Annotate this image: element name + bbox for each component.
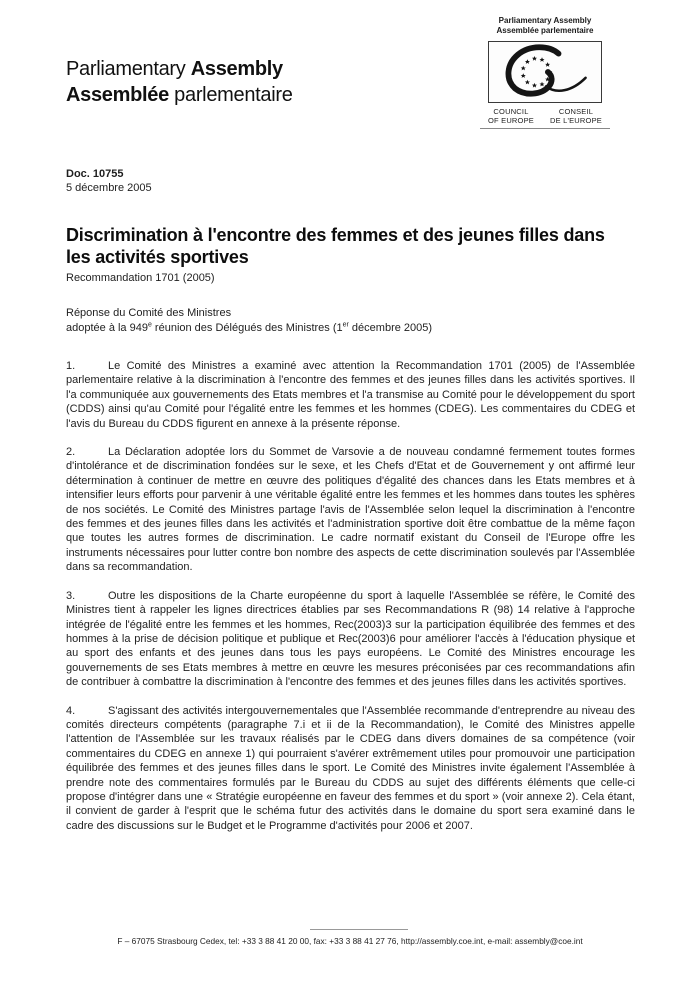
paragraph-text: Outre les dispositions de la Charte européenne du sport à laquelle l'Assemblée se réfère, le Comité des Ministres tient à rappeler les lignes directrices établies par ses Recommandations R (98) 14 relative à l'approche intégrée de l'égalité entre les femmes et les hommes, Rec(2003)3 sur la participation équilibrée des femmes et des hommes à la prise de décision politique et publique et Rec(2003)6 pour améliorer l'accès à l'éducation physique et au sport des enfants et des jeunes dans tous les pays européens. Le Comité des Ministres encourage les gouvernements de ses Etats membres à mettre en œuvre les mesures préconisées par ces recommandations afin de contribuer à combattre la discrimination à l'encontre des femmes et des jeunes filles dans les activités sportives. bbox=[66, 589, 635, 689]
paragraph-text: S'agissant des activités intergouvernementales que l'Assemblée recommande d'entreprendre au niveau des comités directeurs compétents (paragraphe 7.i et ii de la Recommandation), le Comité des Ministres appelle l'attention de l'Assemblée sur les travaux réalisés par le CDEG dans divers domaines de sa compétence (voir commentaires du CDEG en annexe 1) qui pourraient s'avérer extrêmement utiles pour promouvoir une participation équilibrée des femmes et des jeunes filles dans le sport. Le Comité des Ministres invite également l'Assemblée à prendre note des commentaires formulés par le Bureau du CDDS au sujet des différents éléments que celle-ci propose d'intégrer dans une « Stratégie européenne en faveur des femmes et du sport » (voir annexe 2). Cela étant, il convient de garder à l'esprit que le schéma futur des activités dans le domaine du sport sera examiné dans le cadre des discussions sur le Budget et le Programme d'activités pour 2006 et 2007. bbox=[66, 704, 635, 832]
paragraph-3 bbox=[66, 589, 635, 690]
page-title: Discrimination à l'encontre des femmes et des jeunes filles dans les activités sportives bbox=[66, 225, 605, 267]
council-label-en: COUNCIL OF EUROPE bbox=[488, 107, 534, 125]
paragraph-1 bbox=[66, 359, 635, 431]
masthead-fr-regular: parlementaire bbox=[168, 84, 293, 106]
coe-logo-block bbox=[478, 16, 612, 129]
council-label-fr: CONSEIL DE L'EUROPE bbox=[550, 107, 602, 125]
masthead bbox=[66, 56, 293, 108]
logo-caption-line-en: Parliamentary Assembly bbox=[498, 16, 592, 25]
doc-info bbox=[66, 167, 152, 195]
council-of-europe-label bbox=[478, 107, 612, 125]
paragraph-number: 2. bbox=[66, 446, 76, 459]
masthead-en-bold: Assembly bbox=[190, 58, 283, 80]
paragraph-text: Le Comité des Ministres a examiné avec attention la Recommandation 1701 (2005) de l'Assemblée parlementaire relative à la discrimination à l'encontre des femmes et des jeunes filles dans les activités sportives. Il l'a communiquée aux gouvernements des Etats membres et l'a transmise au Comité pour le développement du sport (CDDS) ainsi qu'au Comité pour l'égalité entre les femmes et les hommes (CDEG). Les commentaires du CDEG et l'avis du Bureau du CDDS figurent en annexe à la présente réponse. bbox=[66, 360, 635, 430]
response-adoption-line: adoptée à la 949e réunion des Délégués des Ministres (1er décembre 2005) bbox=[66, 320, 433, 334]
response-line1: Réponse du Comité des Ministres bbox=[66, 307, 232, 319]
paragraph-number: 4. bbox=[66, 704, 76, 717]
masthead-line-fr bbox=[66, 82, 293, 108]
superscript: er bbox=[342, 320, 349, 328]
paragraph-2 bbox=[66, 445, 635, 575]
coe-logo-box bbox=[488, 41, 602, 103]
footer-separator bbox=[310, 929, 408, 930]
paragraph-number: 1. bbox=[66, 360, 76, 372]
paragraph-text: La Déclaration adoptée lors du Sommet de Varsovie a de nouveau condamné fermement toutes formes d'intolérance et de discrimination fondées sur le sexe, et les Chefs d'Etat et de Gouvernement y ont affirmé leur détermination à continuer de mettre en œuvre des politiques d'égalité des chances dans les Etats membres et à intensifier leurs efforts pour parvenir à une véritable égalité entre les femmes et les hommes dans toutes les sphères de nos sociétés. Le Comité des Ministres partage l'avis de l'Assemblée selon lequel la discrimination à l'encontre des femmes et des jeunes filles dans les activités et l'administration sportive doit être combattue de la même façon que toutes les autres formes de discrimination. Le cadre normatif existant du Conseil de l'Europe offre les instruments nécessaires pour lutter contre bon nombre des aspects de cette discrimination soulevés par l'Assemblée dans sa recommandation. bbox=[66, 446, 635, 574]
council-of-europe-e-stars-icon bbox=[490, 43, 600, 101]
footer-contact-line: F – 67075 Strasbourg Cedex, tel: +33 3 88 41 20 00, fax: +33 3 88 41 27 76, http://assembly.coe.int, e-mail: assembly@coe.int bbox=[117, 936, 583, 946]
masthead-line-en bbox=[66, 56, 293, 82]
masthead-en-regular: Parliamentary bbox=[66, 58, 191, 80]
masthead-fr-bold: Assemblée bbox=[66, 84, 169, 106]
doc-date: 5 décembre 2005 bbox=[66, 182, 152, 194]
logo-divider bbox=[480, 128, 610, 129]
page-subtitle: Recommandation 1701 (2005) bbox=[66, 272, 215, 284]
paragraph-4 bbox=[66, 704, 635, 834]
doc-number: Doc. 10755 bbox=[66, 168, 124, 180]
logo-caption bbox=[478, 16, 612, 36]
response-heading bbox=[66, 306, 432, 335]
document-body bbox=[66, 359, 635, 847]
logo-caption-line-fr: Assemblée parlementaire bbox=[496, 26, 594, 35]
superscript: e bbox=[147, 320, 152, 328]
paragraph-number: 3. bbox=[66, 589, 76, 602]
